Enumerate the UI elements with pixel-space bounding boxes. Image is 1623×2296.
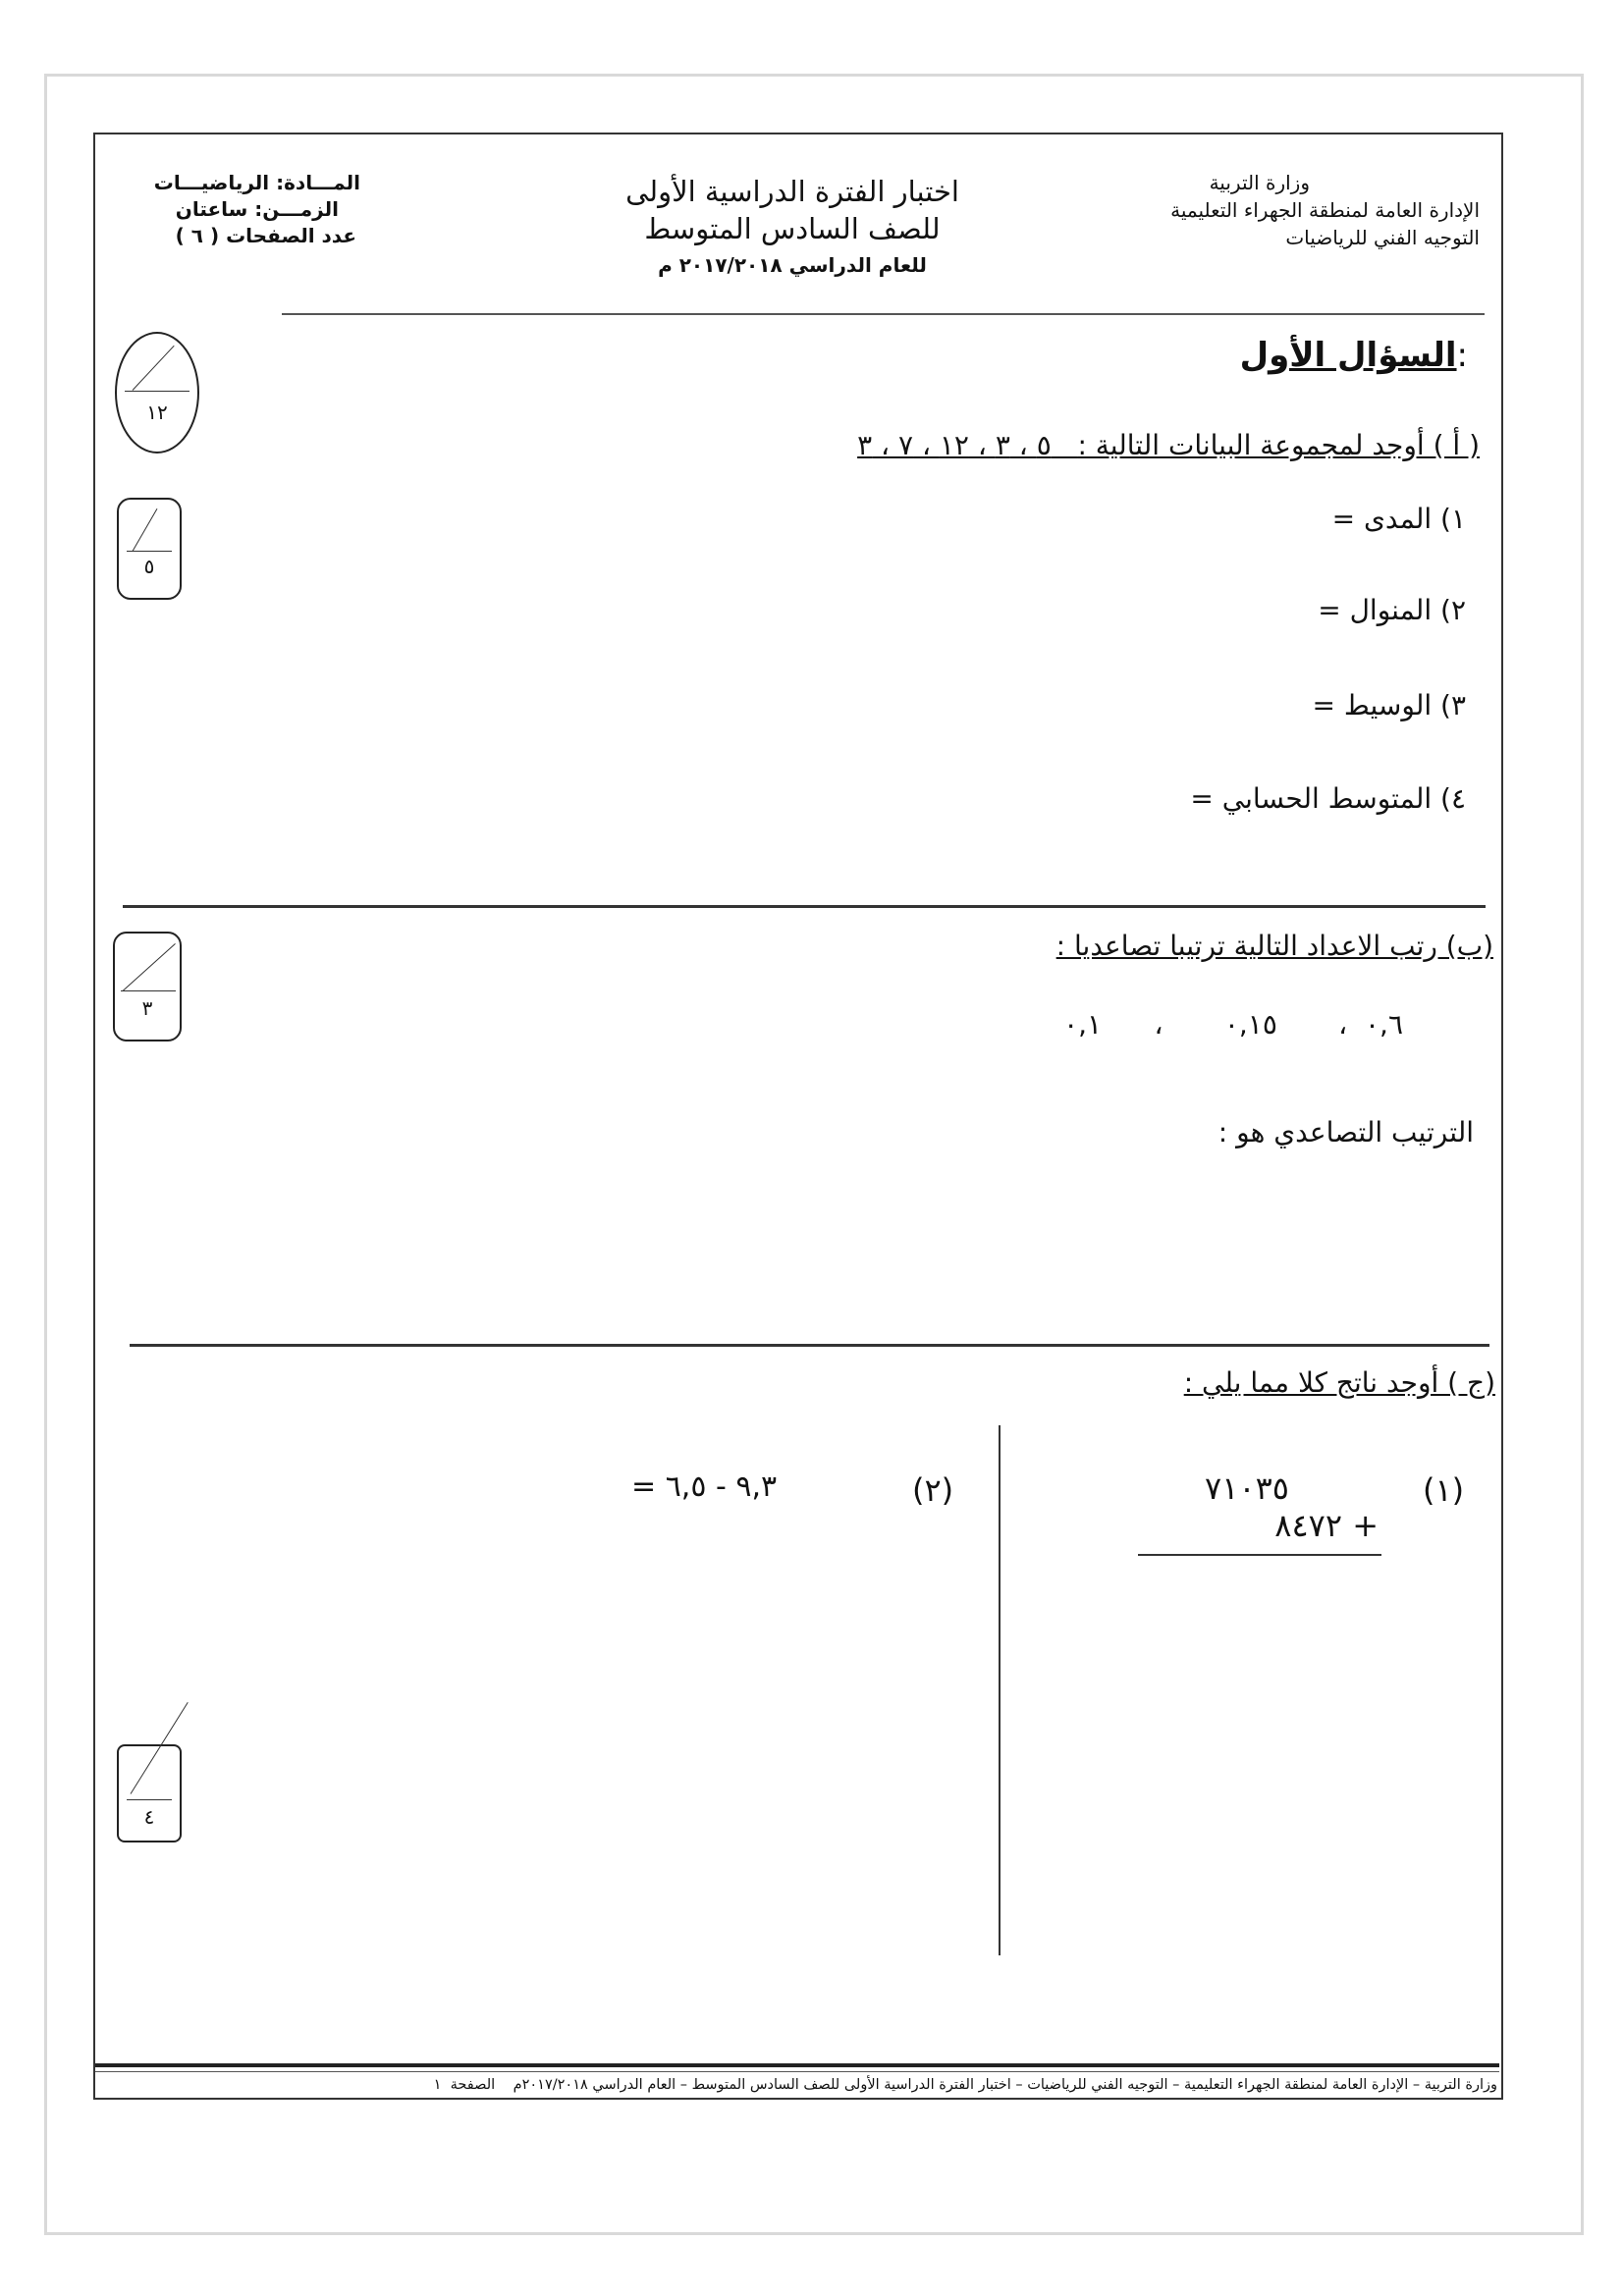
- ministry-name: وزارة التربية: [1209, 171, 1310, 194]
- part-b-numbers: ٠,٦ ، ٠,١٥ ، ٠,١: [1063, 1008, 1403, 1041]
- part-a-data-values: ٥ ، ٣ ، ١٢ ، ٧ ، ٣: [857, 429, 1052, 461]
- score-slash: [133, 508, 158, 552]
- score-slash: [123, 943, 176, 991]
- part-c-prompt: (ج ) أوجد ناتج كلا مما يلي :: [1183, 1366, 1495, 1399]
- pages-count: عدد الصفحات ( ٦ ): [175, 224, 356, 247]
- part-a-item-range: ١) المدى =: [1331, 503, 1466, 535]
- part-a-prompt: [857, 429, 1480, 461]
- question-title-text: السؤال الأول: [1239, 336, 1457, 375]
- problem-1-top-operand: ٧١٠٣٥: [1205, 1469, 1289, 1507]
- score-fraction-line: [125, 391, 189, 392]
- directorate-name: الإدارة العامة لمنطقة الجهراء التعليمية: [1170, 198, 1480, 222]
- problem-1-sum-line: [1138, 1554, 1381, 1556]
- question-title: [1240, 336, 1468, 375]
- part-b-prompt: (ب) رتب الاعداد التالية ترتيبا تصاعديا :: [1055, 930, 1493, 962]
- problem-1-label: (١): [1423, 1471, 1465, 1509]
- footer-page-label: الصفحة: [450, 2077, 496, 2093]
- part-c-score: ٤: [143, 1805, 155, 1829]
- score-slash: [131, 1702, 189, 1794]
- footer-text: [434, 2075, 1497, 2095]
- question-title-colon: :: [1456, 336, 1468, 375]
- header-divider: [282, 313, 1485, 315]
- section-divider-b: [130, 1344, 1489, 1347]
- part-c-score-box: [117, 1744, 182, 1842]
- exam-title: اختبار الفترة الدراسية الأولى: [625, 175, 959, 208]
- part-b-score-box: [113, 932, 182, 1041]
- problem-2-label: (٢): [912, 1471, 954, 1509]
- subject-label: المـــادة: الرياضيـــات: [153, 171, 360, 194]
- part-a-item-median: ٣) الوسيط =: [1312, 689, 1466, 721]
- part-a-score-box: [117, 498, 182, 600]
- part-a-item-mean: ٤) المتوسط الحسابي =: [1190, 782, 1466, 815]
- time-label: الزمـــن: ساعتان: [175, 197, 339, 221]
- part-b-score: ٣: [141, 996, 153, 1020]
- footer-description: وزارة التربية – الإدارة العامة لمنطقة الجهراء التعليمية – التوجيه الفني للرياضيات – اختبار الفترة الدراسية الأولى للصف السادس المتوسط – العام الدراسي ٢٠١٧/٢٠١٨م: [513, 2077, 1497, 2093]
- total-score: ١٢: [146, 400, 168, 424]
- footer-page-number: ١: [433, 2077, 442, 2093]
- score-fraction-line: [127, 1799, 172, 1800]
- part-a-item-mode: ٢) المنوال =: [1318, 594, 1466, 626]
- part-a-question: ( أ ) أوجد لمجموعة البيانات التالية :: [1077, 429, 1480, 461]
- section-divider-a: [123, 905, 1486, 908]
- score-slash: [133, 346, 175, 391]
- grade-title: للصف السادس المتوسط: [644, 212, 941, 245]
- score-fraction-line: [121, 990, 176, 991]
- exam-sheet: [93, 133, 1503, 2100]
- score-fraction-line: [127, 551, 172, 552]
- part-a-score: ٥: [143, 555, 155, 578]
- footer-rule-thick: [95, 2063, 1499, 2067]
- department-name: التوجيه الفني للرياضيات: [1285, 226, 1480, 249]
- problem-1-bottom-operand: + ٨٤٧٢: [1274, 1507, 1379, 1544]
- footer-rule-thin: [95, 2071, 1499, 2072]
- school-year: للعام الدراسي ٢٠١٧/٢٠١٨ م: [658, 253, 927, 277]
- problem-2-expression: ٩,٣ - ٦,٥ =: [631, 1469, 778, 1504]
- part-b-answer-label: الترتيب التصاعدي هو :: [1217, 1116, 1474, 1148]
- total-score-circle: [115, 332, 199, 454]
- problems-divider: [999, 1425, 1001, 1955]
